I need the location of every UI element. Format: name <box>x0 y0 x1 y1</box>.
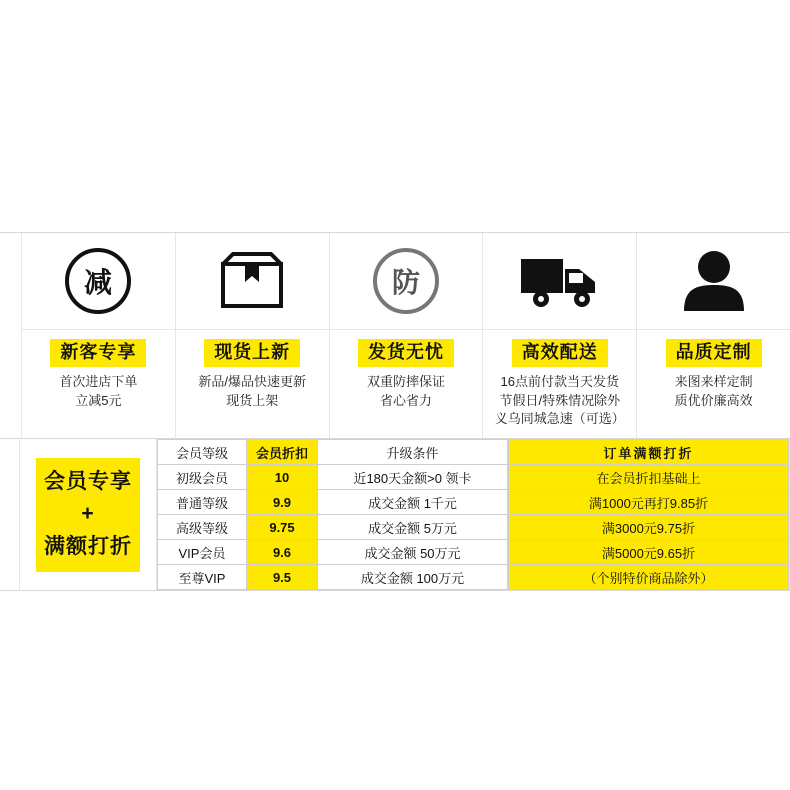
member-title-plus: + <box>81 502 95 526</box>
table-row <box>158 540 508 565</box>
left-margin-cell <box>0 439 20 590</box>
feature-new-customer <box>22 233 176 438</box>
table-header-row <box>509 440 789 465</box>
feature-badge: 高效配送 <box>512 339 608 367</box>
col-header-condition: 升级条件 <box>318 440 508 465</box>
member-title-line: 会员专享 <box>43 469 132 493</box>
cell-discount: 9.9 <box>247 490 318 515</box>
table-row <box>509 515 789 540</box>
order-discount-line: 在会员折扣基础上 <box>509 465 789 490</box>
col-header-grade: 会员等级 <box>158 440 247 465</box>
feature-desc-line: 质优价廉高效 <box>674 392 753 408</box>
table-row <box>509 540 789 565</box>
cell-grade: VIP会员 <box>158 540 247 565</box>
discount-circle-icon <box>22 233 175 330</box>
left-margin-cell <box>0 233 22 438</box>
order-discount-line: 满1000元再打9.85折 <box>509 490 789 515</box>
protection-circle-icon <box>330 233 483 330</box>
cell-discount: 9.5 <box>247 565 318 590</box>
feature-desc-line: 省心省力 <box>379 392 432 408</box>
cell-grade: 至尊VIP <box>158 565 247 590</box>
table-header-row <box>158 440 508 465</box>
cell-discount: 9.6 <box>247 540 318 565</box>
col-header-discount: 会员折扣 <box>247 440 318 465</box>
table-row <box>509 465 789 490</box>
order-discount-line: 满5000元9.65折 <box>509 540 789 565</box>
cell-condition: 近180天金额>0 领卡 <box>318 465 508 490</box>
feature-badge: 品质定制 <box>666 339 762 367</box>
member-title-block <box>20 439 157 590</box>
feature-desc-line: 双重防摔保证 <box>366 373 445 389</box>
svg-text:减: 减 <box>84 267 113 298</box>
table-row <box>158 465 508 490</box>
member-grade-table <box>157 439 508 590</box>
table-row <box>158 515 508 540</box>
truck-icon <box>483 233 636 330</box>
feature-quality-custom <box>637 233 790 438</box>
order-discount-line: （个别特价商品除外） <box>509 565 789 590</box>
cell-grade: 普通等级 <box>158 490 247 515</box>
feature-badge: 现货上新 <box>204 339 300 367</box>
feature-badge: 发货无忧 <box>358 339 454 367</box>
table-row <box>158 490 508 515</box>
table-row <box>158 565 508 590</box>
feature-shipping-worry-free <box>330 233 484 438</box>
cell-grade: 初级会员 <box>158 465 247 490</box>
order-discount-table <box>508 439 789 590</box>
member-title-inner <box>36 458 140 572</box>
feature-desc-line: 义乌同城急速（可选） <box>494 411 625 427</box>
cell-condition: 成交金额 100万元 <box>318 565 508 590</box>
order-discount-line: 满3000元9.75折 <box>509 515 789 540</box>
feature-desc-line: 立减5元 <box>75 392 122 408</box>
user-person-icon <box>637 233 790 330</box>
feature-desc-line: 来图来样定制 <box>674 373 753 389</box>
feature-in-stock <box>176 233 330 438</box>
cell-discount: 10 <box>247 465 318 490</box>
member-benefit-row <box>0 439 790 591</box>
feature-row <box>0 232 790 439</box>
box-package-icon <box>176 233 329 330</box>
feature-fast-delivery <box>483 233 637 438</box>
feature-desc <box>637 373 790 420</box>
promo-banner <box>0 232 790 586</box>
feature-desc-line: 现货上架 <box>226 392 279 408</box>
table-row <box>509 490 789 515</box>
feature-desc <box>330 373 483 420</box>
feature-desc-line: 新品/爆品快速更新 <box>198 373 306 389</box>
feature-desc <box>22 373 175 420</box>
feature-desc <box>483 373 636 439</box>
cell-condition: 成交金额 5万元 <box>318 515 508 540</box>
order-discount-header: 订单满额打折 <box>509 440 789 465</box>
member-tables <box>157 439 790 590</box>
feature-desc-line: 首次进店下单 <box>59 373 138 389</box>
svg-text:防: 防 <box>391 267 420 298</box>
feature-desc-line: 16点前付款当天发货 <box>500 373 620 389</box>
feature-desc-line: 节假日/特殊情况除外 <box>499 392 621 408</box>
feature-badge: 新客专享 <box>50 339 146 367</box>
cell-grade: 高级等级 <box>158 515 247 540</box>
feature-desc <box>176 373 329 420</box>
cell-discount: 9.75 <box>247 515 318 540</box>
table-row <box>509 565 789 590</box>
cell-condition: 成交金额 50万元 <box>318 540 508 565</box>
cell-condition: 成交金额 1千元 <box>318 490 508 515</box>
member-title-line: 满额打折 <box>43 534 132 558</box>
